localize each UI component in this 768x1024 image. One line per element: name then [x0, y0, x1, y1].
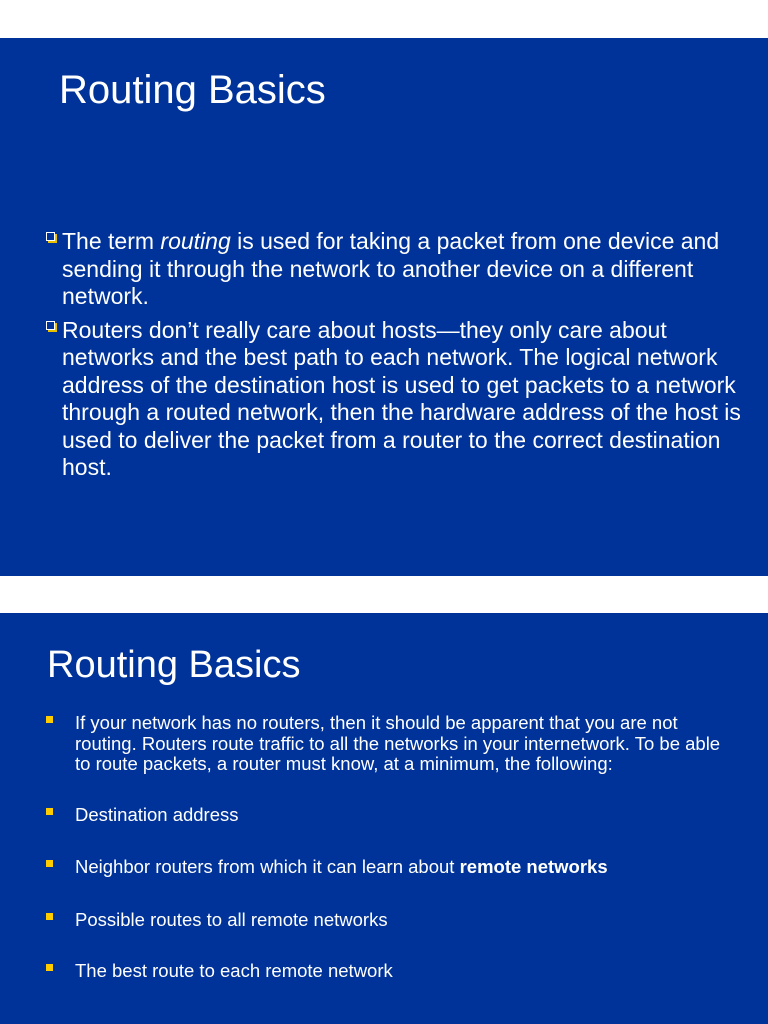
bold-text: remote networks — [459, 856, 608, 877]
slide-2-bullet: If your network has no routers, then it should be apparent that you are not routing. Routers route traffic to all the networks in your internetwork. To be able to route packets, a router must know, at a minimum, the following: — [46, 713, 736, 775]
slide-1-title: Routing Basics — [59, 68, 326, 112]
hollow-square-bullet-icon — [46, 321, 55, 330]
slide-2 — [0, 613, 768, 1024]
yellow-square-bullet-icon — [46, 808, 53, 815]
emphasis-text: routing — [160, 228, 231, 254]
slide-1 — [0, 38, 768, 576]
yellow-square-bullet-icon — [46, 716, 53, 723]
yellow-square-bullet-icon — [46, 913, 53, 920]
slide-1-bullet-list — [46, 228, 746, 488]
hollow-square-bullet-icon — [46, 232, 55, 241]
slide-2-bullet-list — [46, 713, 736, 982]
slide-2-bullet: Possible routes to all remote networks — [46, 910, 736, 931]
slide-2-bullet: Destination address — [46, 805, 736, 826]
slide-2-title: Routing Basics — [47, 644, 301, 686]
slide-2-bullet: The best route to each remote network — [46, 961, 736, 982]
yellow-square-bullet-icon — [46, 860, 53, 867]
slide-2-bullet: Neighbor routers from which it can learn about remote networks — [46, 857, 736, 878]
yellow-square-bullet-icon — [46, 964, 53, 971]
slide-1-bullet: The term routing is used for taking a packet from one device and sending it through the network to another device on a different network. — [46, 228, 746, 311]
slide-1-bullet: Routers don’t really care about hosts—they only care about networks and the best path to each network. The logical network address of the destination host is used to get packets to a network through a routed network, then the hardware address of the host is used to deliver the packet from a router to the correct destination host. — [46, 317, 746, 482]
